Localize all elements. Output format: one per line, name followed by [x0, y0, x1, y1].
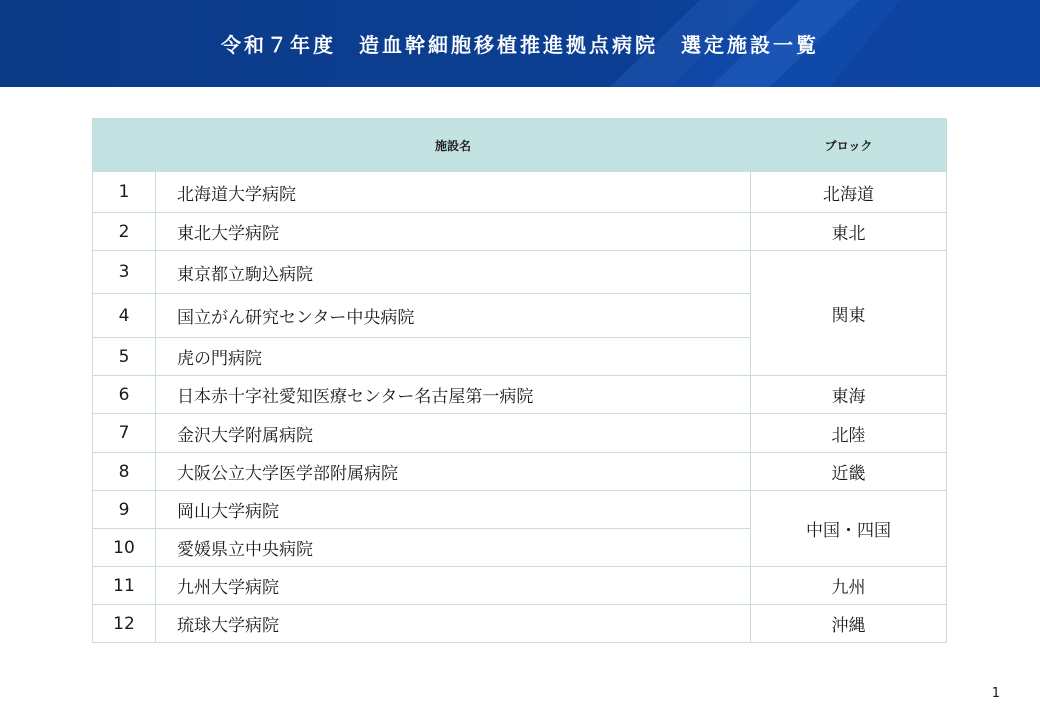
row-number: 8 [93, 453, 156, 491]
table-row [93, 376, 947, 414]
row-number: 12 [93, 605, 156, 643]
table-row [93, 605, 947, 643]
row-number: 7 [93, 414, 156, 453]
table-row [93, 567, 947, 605]
facility-name: 虎の門病院 [156, 338, 751, 376]
facility-name: 琉球大学病院 [156, 605, 751, 643]
facility-name: 九州大学病院 [156, 567, 751, 605]
table-row [93, 491, 947, 529]
facility-name: 東北大学病院 [156, 213, 751, 251]
block-name: 九州 [751, 567, 947, 605]
row-number: 11 [93, 567, 156, 605]
block-name: 北陸 [751, 414, 947, 453]
header-facility-name: 施設名 [156, 119, 751, 172]
header-number [93, 119, 156, 172]
title-banner [0, 0, 1040, 87]
facility-name: 日本赤十字社愛知医療センター名古屋第一病院 [156, 376, 751, 414]
block-name: 中国・四国 [751, 491, 947, 567]
table-row [93, 414, 947, 453]
facility-name: 岡山大学病院 [156, 491, 751, 529]
block-name: 東北 [751, 213, 947, 251]
table-header-row [93, 119, 947, 172]
table-row [93, 453, 947, 491]
facility-table [92, 118, 947, 643]
row-number: 2 [93, 213, 156, 251]
table-row [93, 213, 947, 251]
row-number: 4 [93, 294, 156, 338]
row-number: 3 [93, 251, 156, 294]
header-block: ブロック [751, 119, 947, 172]
row-number: 6 [93, 376, 156, 414]
block-name: 関東 [751, 251, 947, 376]
block-name: 沖縄 [751, 605, 947, 643]
table-row [93, 251, 947, 294]
row-number: 1 [93, 172, 156, 213]
page-number: 1 [991, 686, 1000, 701]
block-name: 東海 [751, 376, 947, 414]
block-name: 近畿 [751, 453, 947, 491]
row-number: 5 [93, 338, 156, 376]
page-title: 令和７年度 造血幹細胞移植推進拠点病院 選定施設一覧 [221, 33, 819, 57]
facility-name: 愛媛県立中央病院 [156, 529, 751, 567]
facility-name: 金沢大学附属病院 [156, 414, 751, 453]
facility-name: 国立がん研究センター中央病院 [156, 294, 751, 338]
block-name: 北海道 [751, 172, 947, 213]
row-number: 10 [93, 529, 156, 567]
table-row [93, 172, 947, 213]
facility-name: 北海道大学病院 [156, 172, 751, 213]
row-number: 9 [93, 491, 156, 529]
facility-name: 東京都立駒込病院 [156, 251, 751, 294]
facility-name: 大阪公立大学医学部附属病院 [156, 453, 751, 491]
